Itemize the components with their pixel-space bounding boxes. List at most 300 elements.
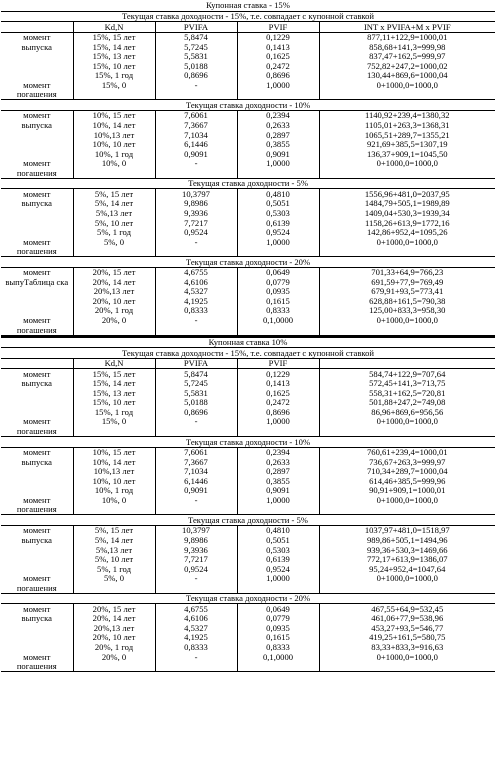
bond-price-formula: 0+1000,0=1000,0 [376, 158, 438, 169]
coupon-rate-table [1, 336, 495, 673]
pvifa-value: - [155, 652, 237, 662]
rate-term: 20%, 1 год [73, 643, 155, 653]
rate-term: 15%, 13 лет [73, 52, 155, 62]
pvifa-value [155, 505, 237, 515]
column-header: PVIF [237, 22, 319, 33]
bond-price-formula: 921,69+385,5=1307,19 [366, 139, 448, 150]
rate-term: 15%, 13 лет [73, 388, 155, 398]
pvifa-value: 5,8474 [155, 369, 237, 379]
rate-term: 5%, 14 лет [73, 199, 155, 209]
pvifa-value: 5,7245 [155, 379, 237, 389]
pvifa-value: 0,8696 [155, 71, 237, 81]
pvifa-value: - [155, 237, 237, 247]
pvifa-value: 9,8986 [155, 536, 237, 546]
pvif-value: 0,8333 [237, 306, 319, 316]
rate-term [73, 662, 155, 672]
pvif-value: 0,3855 [237, 476, 319, 486]
bond-price-formula: 679,91+93,5=773,41 [371, 286, 444, 297]
table-row [1, 662, 495, 672]
table-row [1, 237, 495, 247]
pvifa-value [155, 427, 237, 437]
pvif-value: 0,1229 [237, 369, 319, 379]
pvifa-value: 0,9524 [155, 228, 237, 238]
pvif-value [237, 662, 319, 672]
pvifa-value: 4,6106 [155, 614, 237, 624]
yield-section-title: Текущая ставка доходности - 10% [1, 437, 495, 448]
moment-label [1, 633, 73, 643]
pvif-value [237, 247, 319, 257]
table-row [1, 407, 495, 417]
bond-valuation-document [1, 1, 495, 672]
moment-label [1, 228, 73, 238]
bond-price-formula [319, 247, 495, 257]
moment-label: момент [1, 495, 73, 505]
moment-label: момент [1, 604, 73, 614]
bond-price-formula [319, 583, 495, 593]
moment-label: выпуска [1, 121, 73, 131]
coupon-rate-title: Купонная ставка - 15% [206, 1, 290, 11]
pvifa-value: 5,7245 [155, 42, 237, 52]
bond-price-formula: 0+1000,0=1000,0 [376, 416, 438, 427]
pvifa-value: 7,6061 [155, 111, 237, 121]
moment-label: момент [1, 447, 73, 457]
table-row [1, 90, 495, 100]
pvif-value: 0,8696 [237, 407, 319, 417]
pvif-value: 0,0649 [237, 267, 319, 277]
bond-price-formula: 1037,97+481,0=1518,97 [364, 525, 450, 536]
pvifa-value: 5,0188 [155, 61, 237, 71]
pvifa-value: 4,5327 [155, 287, 237, 297]
bond-price-formula: 614,46+385,5=999,96 [369, 476, 446, 486]
bond-price-formula: 0+1000,0=1000,0 [376, 315, 438, 325]
bond-price-formula: 83,33+833,3=916,63 [371, 642, 444, 653]
rate-term: 10%, 0 [73, 495, 155, 505]
table-row [1, 287, 495, 297]
rate-term [73, 90, 155, 100]
table-row [1, 486, 495, 496]
pvifa-value: 4,1925 [155, 633, 237, 643]
bond-price-formula: 467,55+64,9=532,45 [371, 603, 444, 614]
pvifa-value: - [155, 495, 237, 505]
table-row [1, 633, 495, 643]
moment-label [1, 130, 73, 140]
table-row [1, 277, 495, 287]
pvifa-value [155, 583, 237, 593]
rate-term: 20%, 15 лет [73, 267, 155, 277]
pvif-value: 0,8333 [237, 643, 319, 653]
moment-label: выпуска [1, 199, 73, 209]
moment-label [1, 486, 73, 496]
pvif-value: 0,0649 [237, 604, 319, 614]
table-row [1, 149, 495, 159]
pvifa-value: 10,3797 [155, 525, 237, 535]
pvif-value: 0,1,0000 [237, 316, 319, 326]
column-header: PVIF [237, 358, 319, 369]
table-row [1, 525, 495, 535]
pvif-value: 0,0935 [237, 287, 319, 297]
moment-label: погашения [1, 247, 73, 257]
bond-price-formula [319, 662, 495, 672]
bond-price-formula: 1158,26+613,9=1772,16 [364, 218, 450, 228]
pvif-value: 0,2633 [237, 457, 319, 467]
table-row [1, 564, 495, 574]
rate-term: 5%,13 лет [73, 545, 155, 555]
table-row [1, 427, 495, 437]
pvifa-value: 4,6755 [155, 604, 237, 614]
bond-price-formula: 858,68+141,3=999,98 [369, 42, 446, 52]
table-row [1, 574, 495, 584]
pvifa-value: - [155, 417, 237, 427]
pvifa-value: 9,3936 [155, 208, 237, 218]
pvif-value: 0,2897 [237, 130, 319, 140]
pvifa-value: 7,7217 [155, 555, 237, 565]
bond-price-formula: 1484,79+505,1=1989,89 [364, 198, 450, 209]
pvif-value: 0,9091 [237, 486, 319, 496]
table-row [1, 247, 495, 257]
rate-term: 10%, 1 год [73, 486, 155, 496]
moment-label [1, 407, 73, 417]
pvifa-value: 0,8333 [155, 306, 237, 316]
column-header-blank [1, 358, 73, 369]
bond-price-formula: 0+1000,0=1000,0 [376, 495, 438, 505]
moment-label: момент [1, 80, 73, 90]
moment-label: выпуска [1, 536, 73, 546]
pvif-value: 1,0000 [237, 80, 319, 90]
table-row [1, 228, 495, 238]
pvif-value [237, 505, 319, 515]
pvifa-value [155, 662, 237, 672]
pvif-value: 1,0000 [237, 495, 319, 505]
pvifa-value: 0,9524 [155, 564, 237, 574]
pvifa-value: 0,8333 [155, 643, 237, 653]
rate-term [73, 325, 155, 335]
table-row [1, 296, 495, 306]
bond-price-formula: 1105,01+263,3=1368,31 [364, 120, 450, 131]
table-row [1, 32, 495, 42]
table-row [1, 199, 495, 209]
rate-term [73, 427, 155, 437]
pvifa-value: - [155, 80, 237, 90]
bond-price-formula: 584,74+122,9=707,64 [369, 368, 446, 379]
rate-term: 15%, 10 лет [73, 61, 155, 71]
pvif-value: 0,1413 [237, 379, 319, 389]
pvif-value: 1,0000 [237, 574, 319, 584]
rate-term: 10%,13 лет [73, 130, 155, 140]
pvif-value: 0,0779 [237, 614, 319, 624]
rate-term: 5%, 0 [73, 574, 155, 584]
table-row [1, 267, 495, 277]
rate-term: 10%, 14 лет [73, 121, 155, 131]
pvifa-value: 7,6061 [155, 447, 237, 457]
moment-label [1, 398, 73, 408]
bond-price-formula: 0+1000,0=1000,0 [376, 652, 438, 662]
pvif-value: 0,0779 [237, 277, 319, 287]
table-row [1, 61, 495, 71]
pvifa-value [155, 325, 237, 335]
yield-section-title: Текущая ставка доходности - 15%, т.е. совпадает с купонной ставкой [1, 11, 495, 22]
table-row [1, 555, 495, 565]
pvifa-value: 9,8986 [155, 199, 237, 209]
pvif-value: 0,9524 [237, 228, 319, 238]
pvifa-value: 0,9091 [155, 486, 237, 496]
table-row [1, 168, 495, 178]
table-row [1, 457, 495, 467]
pvifa-value: 7,3667 [155, 121, 237, 131]
column-header: Kd,N [73, 358, 155, 369]
bond-price-formula [319, 505, 495, 515]
table-row [1, 536, 495, 546]
pvif-value: 1,0000 [237, 417, 319, 427]
pvif-value: 0,1615 [237, 296, 319, 306]
table-row [1, 71, 495, 81]
pvifa-value: 4,5327 [155, 623, 237, 633]
table-row [1, 583, 495, 593]
bond-price-formula: 837,47+162,5=999,97 [369, 51, 446, 62]
moment-label [1, 287, 73, 297]
moment-label: погашения [1, 90, 73, 100]
pvif-value [237, 90, 319, 100]
moment-label: момент [1, 652, 73, 662]
bond-price-formula: 461,06+77,9=538,96 [371, 613, 444, 624]
rate-term: 10%, 15 лет [73, 447, 155, 457]
pvifa-value: 9,3936 [155, 545, 237, 555]
rate-term: 20%, 14 лет [73, 614, 155, 624]
pvif-value: 0,1229 [237, 32, 319, 42]
rate-term: 15%, 10 лет [73, 398, 155, 408]
column-header: PVIFA [155, 358, 237, 369]
moment-label: выпуска [1, 42, 73, 52]
moment-label: выпуТаблица ска [1, 277, 73, 287]
rate-term: 15%, 0 [73, 417, 155, 427]
rate-term: 20%, 0 [73, 316, 155, 326]
column-header: Kd,N [73, 22, 155, 33]
bond-price-formula: 691,59+77,9=769,49 [371, 277, 444, 287]
moment-label [1, 140, 73, 150]
moment-label: момент [1, 316, 73, 326]
pvifa-value: 7,1034 [155, 130, 237, 140]
pvif-value: 0,1,0000 [237, 652, 319, 662]
rate-term: 10%, 1 год [73, 149, 155, 159]
bond-price-formula: 136,37+909,1=1045,50 [366, 149, 448, 159]
bond-price-formula: 0+1000,0=1000,0 [376, 237, 438, 247]
moment-label [1, 208, 73, 218]
table-row [1, 316, 495, 326]
bond-price-formula: 752,82+247,2=1000,02 [366, 61, 448, 71]
pvif-value: 0,5303 [237, 545, 319, 555]
rate-term: 15%, 15 лет [73, 369, 155, 379]
pvifa-value: 5,5831 [155, 52, 237, 62]
pvif-value: 0,1625 [237, 388, 319, 398]
rate-term: 15%, 14 лет [73, 42, 155, 52]
bond-price-formula: 0+1000,0=1000,0 [376, 80, 438, 90]
table-row [1, 447, 495, 457]
moment-label [1, 61, 73, 71]
bond-price-formula [319, 90, 495, 100]
yield-section-title: Текущая ставка доходности - 15%, т.е. совпадает с купонной ставкой [1, 348, 495, 359]
pvif-value: 0,4810 [237, 525, 319, 535]
yield-section-title: Текущая ставка доходности - 20% [1, 257, 495, 268]
rate-term [73, 247, 155, 257]
pvif-value: 0,8696 [237, 71, 319, 81]
pvif-value: 0,2394 [237, 111, 319, 121]
rate-term: 10%,13 лет [73, 467, 155, 477]
table-row [1, 623, 495, 633]
rate-term: 10%, 0 [73, 159, 155, 169]
yield-section-title: Текущая ставка доходности - 5% [1, 515, 495, 526]
table-row [1, 208, 495, 218]
moment-label: момент [1, 417, 73, 427]
bond-price-formula: 453,27+93,5=546,77 [371, 623, 444, 633]
pvif-value: 0,0935 [237, 623, 319, 633]
moment-label: погашения [1, 505, 73, 515]
moment-label [1, 388, 73, 398]
bond-price-formula: 710,34+289,7=1000,04 [366, 466, 448, 477]
column-header: PVIFA [155, 22, 237, 33]
rate-term: 20%, 10 лет [73, 296, 155, 306]
pvifa-value: 4,1925 [155, 296, 237, 306]
table-row [1, 614, 495, 624]
bond-price-formula: 572,45+141,3=713,75 [369, 378, 446, 389]
rate-term: 5%, 10 лет [73, 218, 155, 228]
bond-price-formula: 1556,96+481,0=2037,95 [364, 188, 450, 199]
moment-label: момент [1, 369, 73, 379]
coupon-rate-title: Купонная ставка 10% [208, 337, 288, 348]
table-row [1, 121, 495, 131]
yield-section-title: Текущая ставка доходности - 10% [1, 100, 495, 111]
moment-label [1, 545, 73, 555]
rate-term: 20%,13 лет [73, 287, 155, 297]
rate-term: 15%, 1 год [73, 71, 155, 81]
moment-label: момент [1, 189, 73, 199]
table-row [1, 325, 495, 335]
rate-term: 5%, 1 год [73, 564, 155, 574]
moment-label: момент [1, 574, 73, 584]
table-row [1, 398, 495, 408]
table-row [1, 130, 495, 140]
pvif-value [237, 427, 319, 437]
bond-price-formula: 142,86+952,4=1095,26 [366, 227, 448, 238]
moment-label: выпуска [1, 614, 73, 624]
rate-term: 5%, 15 лет [73, 189, 155, 199]
moment-label [1, 52, 73, 62]
moment-label [1, 306, 73, 316]
pvifa-value [155, 247, 237, 257]
bond-price-formula: 0+1000,0=1000,0 [376, 573, 438, 584]
moment-label: выпуска [1, 457, 73, 467]
pvifa-value: 4,6106 [155, 277, 237, 287]
pvif-value: 1,0000 [237, 159, 319, 169]
rate-term: 5%, 10 лет [73, 555, 155, 565]
moment-label [1, 643, 73, 653]
table-row [1, 52, 495, 62]
moment-label: погашения [1, 662, 73, 672]
bond-price-formula: 939,36+530,3=1469,66 [366, 545, 448, 555]
rate-term: 5%,13 лет [73, 208, 155, 218]
moment-label: выпуска [1, 379, 73, 389]
moment-label [1, 467, 73, 477]
table-row [1, 545, 495, 555]
moment-label: погашения [1, 325, 73, 335]
moment-label [1, 296, 73, 306]
pvif-value [237, 168, 319, 178]
bond-price-formula: 86,96+869,6=956,56 [371, 407, 444, 417]
bond-price-formula: 1065,51+289,7=1355,21 [364, 130, 450, 140]
table-row [1, 80, 495, 90]
bond-price-formula: 701,33+64,9=766,23 [371, 267, 444, 278]
table-row [1, 388, 495, 398]
pvifa-value: - [155, 316, 237, 326]
pvifa-value: 7,3667 [155, 457, 237, 467]
table-row [1, 495, 495, 505]
bond-price-formula: 772,17+613,9=1386,07 [366, 554, 448, 565]
table-row [1, 417, 495, 427]
table-row [1, 652, 495, 662]
bond-price-formula: 736,67+263,3=999,97 [369, 457, 446, 467]
rate-term: 20%, 10 лет [73, 633, 155, 643]
rate-term: 15%, 0 [73, 80, 155, 90]
rate-term: 15%, 15 лет [73, 32, 155, 42]
moment-label: момент [1, 32, 73, 42]
table-row [1, 306, 495, 316]
bond-price-formula: 760,61+239,4=1000,01 [366, 447, 448, 458]
pvifa-value: - [155, 159, 237, 169]
rate-term: 5%, 15 лет [73, 525, 155, 535]
bond-price-formula: 558,31+162,5=720,81 [369, 388, 446, 398]
pvif-value: 0,2633 [237, 121, 319, 131]
rate-term: 5%, 14 лет [73, 536, 155, 546]
pvif-value: 0,4810 [237, 189, 319, 199]
pvif-value: 0,2472 [237, 398, 319, 408]
bond-price-formula: 95,24+952,4=1047,64 [369, 564, 446, 574]
yield-section-title: Текущая ставка доходности - 5% [1, 178, 495, 189]
table-row [1, 476, 495, 486]
pvif-value: 0,2897 [237, 467, 319, 477]
pvif-value: 0,6139 [237, 218, 319, 228]
rate-term: 5%, 1 год [73, 228, 155, 238]
table-row [1, 604, 495, 614]
moment-label: погашения [1, 583, 73, 593]
bond-price-formula: 989,86+505,1=1494,96 [366, 535, 448, 545]
column-header-blank [1, 22, 73, 33]
pvif-value: 0,1413 [237, 42, 319, 52]
bond-price-formula: 419,25+161,5=580,75 [369, 633, 446, 643]
rate-term: 5%, 0 [73, 237, 155, 247]
bond-price-formula: 877,11+122,9=1000,01 [367, 32, 448, 43]
bond-price-formula: 130,44+869,6=1000,04 [366, 70, 448, 81]
pvifa-value: 0,8696 [155, 407, 237, 417]
pvif-value [237, 583, 319, 593]
rate-term: 15%, 14 лет [73, 379, 155, 389]
rate-term: 10%, 10 лет [73, 140, 155, 150]
yield-section-title: Текущая ставка доходности - 20% [1, 593, 495, 604]
pvif-value: 0,2394 [237, 447, 319, 457]
moment-label: момент [1, 237, 73, 247]
table-row [1, 159, 495, 169]
pvif-value [237, 325, 319, 335]
pvif-value: 0,5303 [237, 208, 319, 218]
table-row [1, 369, 495, 379]
pvifa-value [155, 168, 237, 178]
rate-term: 20%, 15 лет [73, 604, 155, 614]
rate-term: 10%, 10 лет [73, 476, 155, 486]
coupon-rate-table [1, 1, 495, 336]
bond-price-formula [319, 427, 495, 437]
pvifa-value [155, 90, 237, 100]
pvif-value: 0,5051 [237, 536, 319, 546]
table-row [1, 467, 495, 477]
pvif-value: 0,6139 [237, 555, 319, 565]
pvif-value: 0,1615 [237, 633, 319, 643]
